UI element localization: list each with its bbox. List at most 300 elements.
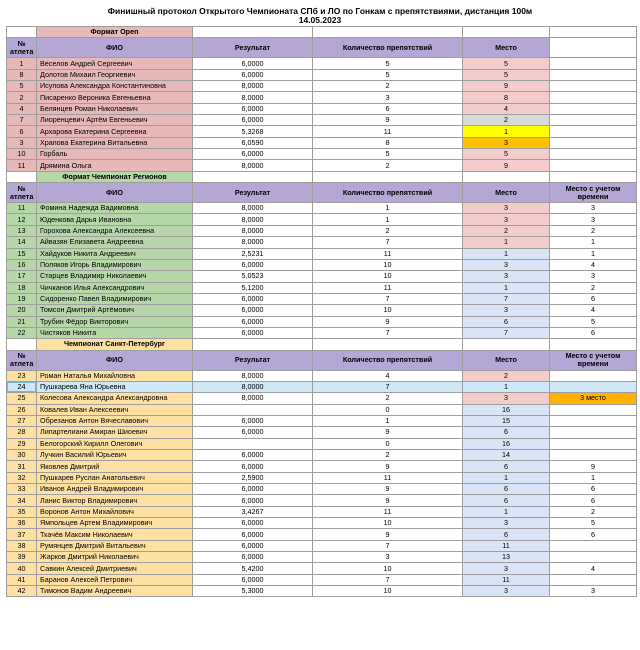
result-value: 6,0000 <box>193 305 313 316</box>
place-value: 6 <box>463 529 550 540</box>
section-title-row <box>7 27 637 38</box>
place-value: 3 <box>463 563 550 574</box>
place-value: 5 <box>463 58 550 69</box>
table-row[interactable] <box>7 58 637 69</box>
obstacles-count: 11 <box>313 248 463 259</box>
athlete-name: Лучкин Василий Юрьевич <box>37 450 193 461</box>
obstacles-count: 4 <box>313 370 463 381</box>
place-value: 1 <box>463 248 550 259</box>
empty-cell <box>7 27 37 38</box>
obstacles-count: 3 <box>313 92 463 103</box>
athlete-name: Писаренко Вероника Евгеньевна <box>37 92 193 103</box>
section-title-row <box>7 339 637 350</box>
result-value: 6,0000 <box>193 327 313 338</box>
place-value: 3 <box>463 259 550 270</box>
athlete-number: 2 <box>7 92 37 103</box>
empty-cell <box>7 171 37 182</box>
athlete-name: Пушкарева Яна Юрьевна <box>37 381 193 392</box>
athlete-number: 22 <box>7 327 37 338</box>
place-value: 3 <box>463 271 550 282</box>
obstacles-count: 10 <box>313 271 463 282</box>
result-value: 6,0000 <box>193 518 313 529</box>
place-value: 15 <box>463 415 550 426</box>
section-title-row <box>7 171 637 182</box>
header-obstacles: Количество препятствий <box>313 38 463 58</box>
athlete-number: 41 <box>7 574 37 585</box>
place-value: 16 <box>463 404 550 415</box>
place-time-value <box>550 574 637 585</box>
place-value: 9 <box>463 160 550 171</box>
place-value: 5 <box>463 69 550 80</box>
place-time-value <box>550 81 637 92</box>
athlete-number: 24 <box>7 381 37 392</box>
table-row[interactable] <box>7 518 637 529</box>
result-value: 6,0000 <box>193 415 313 426</box>
obstacles-count: 1 <box>313 214 463 225</box>
obstacles-count: 5 <box>313 58 463 69</box>
athlete-name: Сидоренко Павел Владимирович <box>37 293 193 304</box>
table-row[interactable] <box>7 316 637 327</box>
obstacles-count: 1 <box>313 415 463 426</box>
place-time-value: 6 <box>550 293 637 304</box>
place-time-value: 9 <box>550 461 637 472</box>
table-row[interactable] <box>7 259 637 270</box>
header-athlete-number: № атлета <box>7 183 37 203</box>
obstacles-count: 7 <box>313 293 463 304</box>
athlete-name: Савкин Алексей Дмитриевич <box>37 563 193 574</box>
result-value: 8,0000 <box>193 81 313 92</box>
athlete-number: 34 <box>7 495 37 506</box>
result-value: 6,0000 <box>193 316 313 327</box>
result-value: 2,5231 <box>193 248 313 259</box>
obstacles-count: 9 <box>313 461 463 472</box>
athlete-name: Исупова Александра Константиновна <box>37 81 193 92</box>
table-row[interactable] <box>7 495 637 506</box>
obstacles-count: 10 <box>313 305 463 316</box>
athlete-number: 40 <box>7 563 37 574</box>
place-time-value: 4 <box>550 563 637 574</box>
result-value: 6,0590 <box>193 137 313 148</box>
header-obstacles: Количество препятствий <box>313 183 463 203</box>
athlete-number: 42 <box>7 586 37 597</box>
result-value: 6,0000 <box>193 461 313 472</box>
place-time-value: 6 <box>550 327 637 338</box>
result-value: 8,0000 <box>193 370 313 381</box>
table-row[interactable] <box>7 438 637 449</box>
place-time-value: 2 <box>550 506 637 517</box>
place-value: 2 <box>463 115 550 126</box>
athlete-number: 36 <box>7 518 37 529</box>
athlete-name: Румянцев Дмитрий Витальевич <box>37 540 193 551</box>
table-row[interactable] <box>7 370 637 381</box>
obstacles-count: 10 <box>313 563 463 574</box>
empty-cell <box>7 339 37 350</box>
header-place: Место <box>463 183 550 203</box>
athlete-name: Фомина Надежда Вадимовна <box>37 203 193 214</box>
empty-cell <box>313 27 463 38</box>
obstacles-count: 7 <box>313 574 463 585</box>
table-row[interactable] <box>7 563 637 574</box>
table-row[interactable] <box>7 137 637 148</box>
result-value: 8,0000 <box>193 381 313 392</box>
athlete-name: Поляков Игорь Владимирович <box>37 259 193 270</box>
place-time-value: 3 <box>550 203 637 214</box>
empty-cell <box>193 27 313 38</box>
result-value: 6,0000 <box>193 484 313 495</box>
header-result: Результат <box>193 183 313 203</box>
athlete-name: Дрямина Ольга <box>37 160 193 171</box>
athlete-name: Баранов Алексей Петрович <box>37 574 193 585</box>
header-obstacles: Количество препятствий <box>313 350 463 370</box>
athlete-name: Иванов Андрей Владимирович <box>37 484 193 495</box>
table-row[interactable] <box>7 214 637 225</box>
athlete-name: Храпова Екатерина Витальевна <box>37 137 193 148</box>
result-value: 6,0000 <box>193 552 313 563</box>
result-value: 6,0000 <box>193 495 313 506</box>
obstacles-count: 10 <box>313 586 463 597</box>
result-value <box>193 404 313 415</box>
athlete-number: 16 <box>7 259 37 270</box>
place-value: 1 <box>463 282 550 293</box>
place-time-value <box>550 381 637 392</box>
athlete-number: 20 <box>7 305 37 316</box>
place-value: 1 <box>463 237 550 248</box>
place-value: 1 <box>463 506 550 517</box>
place-time-value: 5 <box>550 518 637 529</box>
header-place: Место <box>463 350 550 370</box>
header-fio: ФИО <box>37 350 193 370</box>
athlete-name: Трубин Фёдор Викторович <box>37 316 193 327</box>
place-time-value <box>550 115 637 126</box>
obstacles-count: 3 <box>313 552 463 563</box>
obstacles-count: 2 <box>313 81 463 92</box>
obstacles-count: 9 <box>313 115 463 126</box>
table-row[interactable] <box>7 404 637 415</box>
place-time-value <box>550 370 637 381</box>
table-row[interactable] <box>7 69 637 80</box>
place-value: 6 <box>463 461 550 472</box>
athlete-number: 7 <box>7 115 37 126</box>
header-athlete-number: № атлета <box>7 350 37 370</box>
place-time-value: 1 <box>550 472 637 483</box>
table-row[interactable] <box>7 327 637 338</box>
place-value: 7 <box>463 327 550 338</box>
table-row[interactable] <box>7 81 637 92</box>
table-row[interactable] <box>7 305 637 316</box>
result-value: 8,0000 <box>193 92 313 103</box>
athlete-name: Белянцев Роман Николаевич <box>37 103 193 114</box>
athlete-number: 39 <box>7 552 37 563</box>
athlete-name: Долотов Михаил Георгиевич <box>37 69 193 80</box>
table-row[interactable] <box>7 427 637 438</box>
athlete-name: Айвазян Елизавета Андреевна <box>37 237 193 248</box>
section-title: Формат Чемпионат Регионов <box>37 171 193 182</box>
athlete-number: 6 <box>7 126 37 137</box>
table-row[interactable] <box>7 248 637 259</box>
result-value: 6,0000 <box>193 450 313 461</box>
obstacles-count: 1 <box>313 203 463 214</box>
athlete-name: Ямпольцев Артем Владимирович <box>37 518 193 529</box>
athlete-number: 27 <box>7 415 37 426</box>
empty-cell <box>463 171 550 182</box>
athlete-name: Ланис Виктор Владимирович <box>37 495 193 506</box>
obstacles-count: 9 <box>313 529 463 540</box>
table-row[interactable] <box>7 115 637 126</box>
result-value: 5,4200 <box>193 563 313 574</box>
athlete-name: Юденкова Дарья Ивановна <box>37 214 193 225</box>
table-row[interactable] <box>7 529 637 540</box>
athlete-number: 21 <box>7 316 37 327</box>
place-value: 1 <box>463 126 550 137</box>
place-value: 3 <box>463 203 550 214</box>
athlete-number: 11 <box>7 203 37 214</box>
athlete-number: 26 <box>7 404 37 415</box>
protocol-title: Финишный протокол Открытого Чемпионата СПб и ЛО по Гонкам с препятствиями, дистанция 100м <box>107 6 533 16</box>
table-row[interactable] <box>7 237 637 248</box>
result-value: 5,3268 <box>193 126 313 137</box>
table-row[interactable] <box>7 393 637 404</box>
place-time-value <box>550 126 637 137</box>
place-value: 2 <box>463 370 550 381</box>
athlete-name: Белогорский Кирилл Олегович <box>37 438 193 449</box>
athlete-name: Веселов Андрей Сергеевич <box>37 58 193 69</box>
result-value: 2,5900 <box>193 472 313 483</box>
athlete-name: Хайдуков Никита Андреевич <box>37 248 193 259</box>
athlete-number: 28 <box>7 427 37 438</box>
athlete-number: 38 <box>7 540 37 551</box>
table-row[interactable] <box>7 271 637 282</box>
place-time-value <box>550 438 637 449</box>
results-table-body <box>7 27 637 597</box>
place-value: 9 <box>463 81 550 92</box>
place-time-value <box>550 137 637 148</box>
place-value: 13 <box>463 552 550 563</box>
obstacles-count: 9 <box>313 427 463 438</box>
athlete-number: 30 <box>7 450 37 461</box>
place-value: 3 <box>463 586 550 597</box>
athlete-number: 3 <box>7 137 37 148</box>
table-row[interactable] <box>7 540 637 551</box>
obstacles-count: 5 <box>313 149 463 160</box>
athlete-name: Яковлев Дмитрий <box>37 461 193 472</box>
place-time-value: 6 <box>550 529 637 540</box>
place-value: 6 <box>463 484 550 495</box>
header-athlete-number: № атлета <box>7 38 37 58</box>
result-value: 8,0000 <box>193 203 313 214</box>
athlete-name: Липартелиани Амиран Шиоевич <box>37 427 193 438</box>
table-row[interactable] <box>7 484 637 495</box>
empty-cell <box>550 171 637 182</box>
place-time-value <box>550 552 637 563</box>
obstacles-count: 11 <box>313 472 463 483</box>
obstacles-count: 6 <box>313 103 463 114</box>
empty-cell <box>550 38 637 58</box>
result-value: 6,0000 <box>193 58 313 69</box>
athlete-number: 12 <box>7 214 37 225</box>
table-row[interactable] <box>7 586 637 597</box>
place-time-value <box>550 427 637 438</box>
table-row[interactable] <box>7 506 637 517</box>
place-time-value: 3 место <box>550 393 637 404</box>
result-value: 6,0000 <box>193 293 313 304</box>
section-title: Формат Open <box>37 27 193 38</box>
header-fio: ФИО <box>37 183 193 203</box>
result-value: 5,0523 <box>193 271 313 282</box>
result-value: 8,0000 <box>193 237 313 248</box>
athlete-number: 18 <box>7 282 37 293</box>
obstacles-count: 8 <box>313 137 463 148</box>
result-value <box>193 438 313 449</box>
obstacles-count: 9 <box>313 495 463 506</box>
athlete-number: 37 <box>7 529 37 540</box>
obstacles-count: 5 <box>313 69 463 80</box>
athlete-number: 33 <box>7 484 37 495</box>
table-row[interactable] <box>7 160 637 171</box>
athlete-name: Чистяков Никита <box>37 327 193 338</box>
header-place-time: Место с учетом времени <box>550 350 637 370</box>
result-value: 6,0000 <box>193 149 313 160</box>
place-time-value: 3 <box>550 586 637 597</box>
place-value: 7 <box>463 293 550 304</box>
result-value: 6,0000 <box>193 115 313 126</box>
athlete-name: Колесова Александра Александровна <box>37 393 193 404</box>
place-time-value: 3 <box>550 214 637 225</box>
athlete-name: Тимонов Вадим Андреевич <box>37 586 193 597</box>
place-time-value <box>550 92 637 103</box>
place-value: 3 <box>463 214 550 225</box>
place-time-value: 1 <box>550 237 637 248</box>
place-value: 6 <box>463 427 550 438</box>
protocol-date: 14.05.2023 <box>298 15 342 25</box>
result-value: 6,0000 <box>193 529 313 540</box>
result-value: 5,1200 <box>193 282 313 293</box>
obstacles-count: 7 <box>313 327 463 338</box>
column-header-row <box>7 38 637 58</box>
place-time-value: 6 <box>550 495 637 506</box>
athlete-name: Воронов Антон Михайлович <box>37 506 193 517</box>
athlete-number: 23 <box>7 370 37 381</box>
place-time-value <box>550 450 637 461</box>
result-value: 8,0000 <box>193 225 313 236</box>
obstacles-count: 11 <box>313 126 463 137</box>
place-value: 3 <box>463 305 550 316</box>
athlete-number: 10 <box>7 149 37 160</box>
table-row[interactable] <box>7 415 637 426</box>
place-value: 6 <box>463 316 550 327</box>
place-value: 6 <box>463 495 550 506</box>
place-time-value: 4 <box>550 259 637 270</box>
header-result: Результат <box>193 350 313 370</box>
athlete-name: Архарова Екатерина Сергеевна <box>37 126 193 137</box>
result-value: 5,3000 <box>193 586 313 597</box>
place-time-value: 6 <box>550 484 637 495</box>
place-value: 14 <box>463 450 550 461</box>
header-place: Место <box>463 38 550 58</box>
athlete-name: Обрезанов Антон Вячеславович <box>37 415 193 426</box>
athlete-number: 11 <box>7 160 37 171</box>
result-value: 6,0000 <box>193 574 313 585</box>
empty-cell <box>463 27 550 38</box>
empty-cell <box>550 27 637 38</box>
place-time-value <box>550 103 637 114</box>
table-row[interactable] <box>7 552 637 563</box>
result-value: 8,0000 <box>193 214 313 225</box>
place-value: 3 <box>463 137 550 148</box>
place-time-value <box>550 149 637 160</box>
table-row[interactable] <box>7 203 637 214</box>
table-row[interactable] <box>7 126 637 137</box>
place-time-value <box>550 58 637 69</box>
empty-cell <box>193 171 313 182</box>
athlete-name: Жарков Дмитрий Николаевич <box>37 552 193 563</box>
athlete-name: Пушкарев Руслан Анатольевич <box>37 472 193 483</box>
place-time-value <box>550 415 637 426</box>
place-time-value: 3 <box>550 271 637 282</box>
athlete-number: 5 <box>7 81 37 92</box>
athlete-number: 17 <box>7 271 37 282</box>
athlete-name: Роман Наталья Михайловна <box>37 370 193 381</box>
place-time-value: 2 <box>550 225 637 236</box>
obstacles-count: 11 <box>313 506 463 517</box>
empty-cell <box>463 339 550 350</box>
result-value: 6,0000 <box>193 103 313 114</box>
table-row[interactable] <box>7 461 637 472</box>
table-row[interactable] <box>7 472 637 483</box>
obstacles-count: 0 <box>313 404 463 415</box>
place-value: 11 <box>463 540 550 551</box>
athlete-number: 29 <box>7 438 37 449</box>
result-value: 6,0000 <box>193 259 313 270</box>
table-row[interactable] <box>7 293 637 304</box>
header-fio: ФИО <box>37 38 193 58</box>
obstacles-count: 2 <box>313 450 463 461</box>
result-value: 3,4267 <box>193 506 313 517</box>
table-row[interactable] <box>7 381 637 392</box>
result-value: 8,0000 <box>193 160 313 171</box>
table-row[interactable] <box>7 574 637 585</box>
place-value: 3 <box>463 393 550 404</box>
obstacles-count: 7 <box>313 540 463 551</box>
result-value: 8,0000 <box>193 393 313 404</box>
header-place-time: Место с учетом времени <box>550 183 637 203</box>
table-row[interactable] <box>7 450 637 461</box>
athlete-number: 8 <box>7 69 37 80</box>
header-result: Результат <box>193 38 313 58</box>
obstacles-count: 10 <box>313 259 463 270</box>
obstacles-count: 10 <box>313 518 463 529</box>
results-table <box>6 26 637 597</box>
table-row[interactable] <box>7 225 637 236</box>
result-value: 6,0000 <box>193 69 313 80</box>
obstacles-count: 11 <box>313 282 463 293</box>
athlete-number: 19 <box>7 293 37 304</box>
table-row[interactable] <box>7 282 637 293</box>
athlete-name: Лиоренцевич Артём Евгеньевич <box>37 115 193 126</box>
obstacles-count: 9 <box>313 484 463 495</box>
place-value: 4 <box>463 103 550 114</box>
table-row[interactable] <box>7 92 637 103</box>
table-row[interactable] <box>7 103 637 114</box>
place-value: 1 <box>463 472 550 483</box>
table-row[interactable] <box>7 149 637 160</box>
place-time-value <box>550 540 637 551</box>
place-value: 2 <box>463 225 550 236</box>
column-header-row <box>7 350 637 370</box>
empty-cell <box>550 339 637 350</box>
athlete-number: 35 <box>7 506 37 517</box>
place-time-value: 5 <box>550 316 637 327</box>
place-time-value: 4 <box>550 305 637 316</box>
